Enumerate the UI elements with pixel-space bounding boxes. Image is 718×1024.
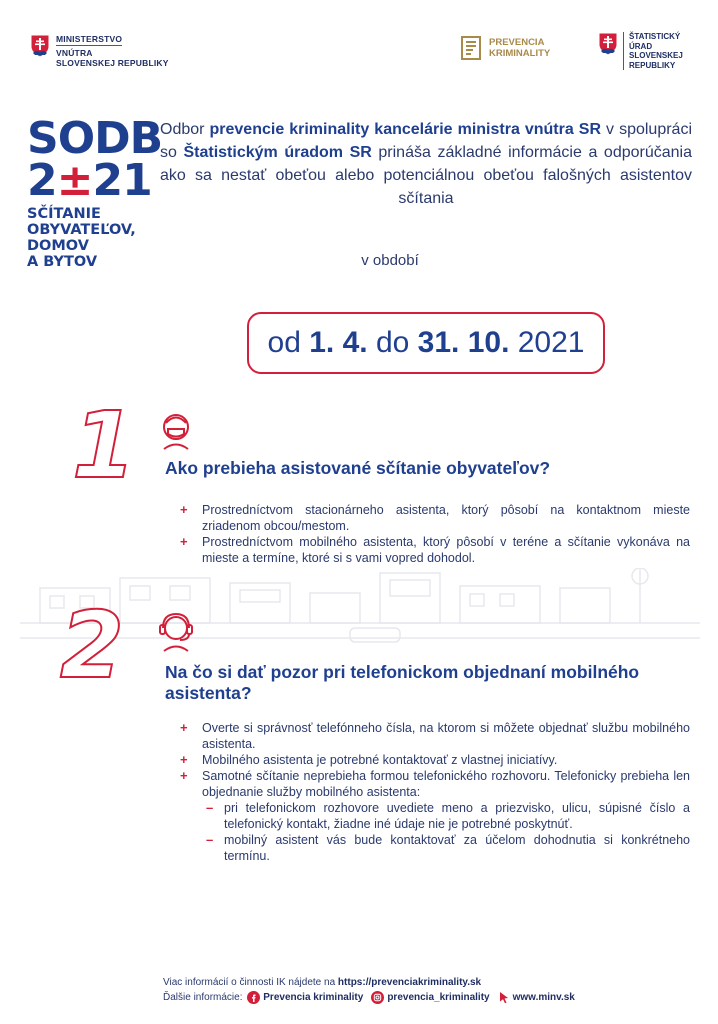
section-2-list <box>172 720 690 864</box>
instagram-icon <box>371 991 384 1004</box>
pk-line2: KRIMINALITY <box>489 48 551 59</box>
sodb-subtitle <box>27 206 147 270</box>
section-number-1: 1 <box>72 392 137 499</box>
footer-url-link[interactable]: https://prevenciakriminality.sk <box>337 977 482 988</box>
sodb-row2 <box>27 155 152 206</box>
facebook-link[interactable]: Prevencia kriminality <box>263 992 364 1003</box>
pk-line1: PREVENCIA <box>489 37 545 48</box>
list-item <box>172 720 690 752</box>
logo-prevencia-kriminality <box>461 36 550 60</box>
list-item-text: Prostredníctvom stacionárneho asistenta, ktorý pôsobí na kontaktnom mieste zriadenom obcou/mestom. <box>202 503 690 533</box>
sublist-item-text: pri telefonickom rozhovore uvediete meno a priezvisko, ulicu, súpisné číslo a telefonický kontakt, žiadne iné údaje nie je potrebné poskytnúť. <box>224 801 690 831</box>
date-to: 31. 10. <box>417 326 510 359</box>
sus-line4: REPUBLIKY <box>629 60 676 70</box>
minv-line2: VNÚTRA <box>56 48 93 58</box>
date-year: 2021 <box>509 326 585 359</box>
sus-line1: ŠTATISTICKÝ <box>629 32 681 41</box>
footer-line2-label: Ďalšie informácie: <box>163 992 246 1003</box>
plus-bullet-icon: + <box>180 752 188 767</box>
sodb-row1: SODB <box>27 113 163 164</box>
list-item-text: Samotné sčítanie neprebieha formou telefonického rozhovoru. Telefonicky prebieha len objednanie služby mobilného asistenta: <box>202 769 690 799</box>
date-range-box <box>247 312 605 374</box>
list-item <box>172 752 690 768</box>
list-item <box>172 502 690 534</box>
sublist-item <box>202 800 690 832</box>
dash-bullet-icon: – <box>206 800 214 815</box>
period-label: v období <box>361 252 419 269</box>
facebook-icon <box>247 991 260 1004</box>
cursor-icon <box>498 991 510 1004</box>
sublist-item-text: mobilný asistent vás bude kontaktovať za účelom dohodnutia si konkrétneho termínu. <box>224 833 690 863</box>
slovak-coat-of-arms-icon <box>598 32 618 56</box>
sus-line3: SLOVENSKEJ <box>629 51 683 60</box>
list-item <box>172 534 690 566</box>
footer-row-1 <box>163 975 575 990</box>
date-od: od <box>267 326 310 359</box>
sodb-digits: 21 <box>92 155 152 206</box>
sus-line2: ÚRAD <box>629 41 653 51</box>
intro-text-1: Odbor <box>160 121 210 138</box>
list-item-text: Overte si správnosť telefónneho čísla, na ktorom si môžete objednať službu mobilného asistenta. <box>202 721 690 751</box>
section-1-list <box>172 502 690 566</box>
list-item <box>172 768 690 864</box>
section-2-sublist <box>202 800 690 864</box>
section-1-heading: Ako prebieha asistované sčítanie obyvateľov? <box>165 458 551 478</box>
sodb-sub4: A BYTOV <box>27 254 98 270</box>
dash-bullet-icon: – <box>206 832 214 847</box>
footer-line1: Viac informácií o činnosti IK nájdete na <box>163 977 338 988</box>
section-number-2: 2 <box>60 592 125 699</box>
intro-text-2: v spolupráci so <box>160 121 692 161</box>
sodb-sub2: OBYVATEĽOV, <box>27 222 136 238</box>
sodb-digit: 2 <box>27 155 57 206</box>
intro-bold-2: Štatistickým úradom SR <box>183 144 372 161</box>
sodb-sub3: DOMOV <box>27 238 89 254</box>
section-2-heading: Na čo si dať pozor pri telefonickom objednaní mobilného asistenta? <box>165 662 640 703</box>
intro-text-3: prináša základné informácie a odporúčania ako sa nestať obeťou alebo potenciálnou obeťou falošných asistentov sčítania <box>160 144 692 207</box>
list-item-text: Mobilného asistenta je potrebné kontaktovať z vlastnej iniciatívy. <box>202 753 558 767</box>
sodb-2021-logo <box>27 113 163 270</box>
date-from: 1. 4. <box>309 326 368 359</box>
plus-bullet-icon: + <box>180 768 188 783</box>
headset-person-icon <box>156 610 196 652</box>
sodb-sub1: SČÍTANIE <box>27 206 101 222</box>
masked-person-icon <box>158 410 194 450</box>
footer-row-2 <box>163 990 575 1005</box>
plus-bullet-icon: + <box>180 534 188 549</box>
list-item-text: Prostredníctvom mobilného asistenta, ktorý pôsobí v teréne a sčítanie vykonáva na mieste a termíne, ktoré si s vami vopred dohodol. <box>202 535 690 565</box>
divider <box>623 32 624 70</box>
footer <box>163 975 575 1005</box>
sodb-plusminus: ± <box>56 155 93 206</box>
minv-line1: MINISTERSTVO <box>56 34 123 44</box>
plus-bullet-icon: + <box>180 502 188 517</box>
plus-bullet-icon: + <box>180 720 188 735</box>
logo-ministerstvo-vnutra <box>30 34 169 68</box>
slovak-coat-of-arms-icon <box>30 34 50 58</box>
intro-paragraph <box>160 118 692 210</box>
logo-statisticky-urad <box>598 32 683 70</box>
sublist-item <box>202 832 690 864</box>
web-link[interactable]: www.minv.sk <box>512 992 575 1003</box>
minv-line3: SLOVENSKEJ REPUBLIKY <box>56 58 169 68</box>
prevencia-emblem-icon <box>461 36 481 60</box>
instagram-link[interactable]: prevencia_kriminality <box>387 992 490 1003</box>
intro-bold-1: prevencie kriminality kancelárie ministra vnútra SR <box>209 121 602 138</box>
date-do: do <box>367 326 418 359</box>
